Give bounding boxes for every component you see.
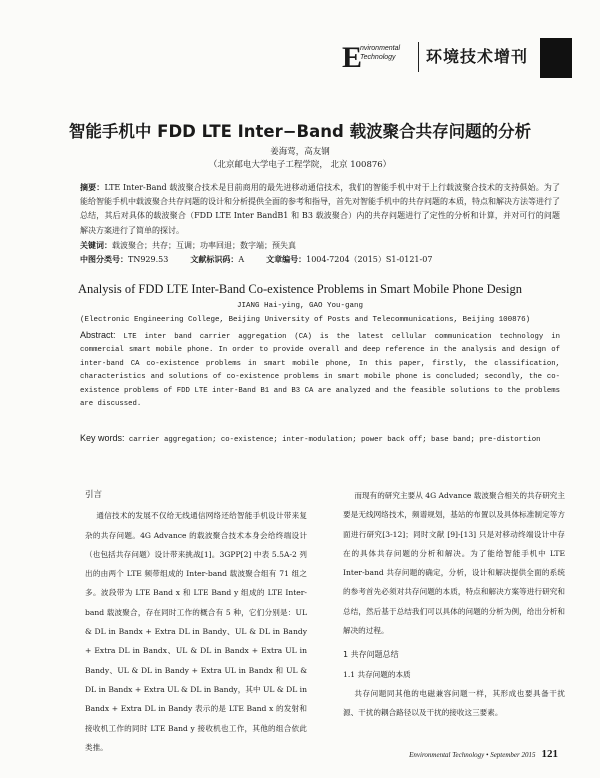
keywords-en (80, 432, 560, 447)
keywords-cn (80, 239, 560, 253)
section-heading-1: 1 共存问题总结 (343, 650, 399, 660)
page-footer (409, 748, 558, 760)
keywords-cn-label: 关键词： (80, 241, 112, 250)
classification-cn (80, 253, 560, 267)
doc-code-label: 文献标识码： (190, 255, 239, 264)
paper-title-en: Analysis of FDD LTE Inter-Band Co-existence Problems in Smart Mobile Phone Design (77, 282, 523, 296)
clc-value: TN929.53 (128, 255, 169, 264)
keywords-cn-text: 载波聚合；共存；互调；功率回退；数字端；预失真 (112, 241, 296, 250)
article-no-value: 1004-7204（2015）S1-0121-07 (306, 255, 433, 264)
journal-logo-text (360, 44, 400, 62)
logo-line-2: Technology (360, 54, 396, 61)
journal-name-cn: 环境技术增刊 (426, 47, 529, 66)
subsection-heading-1-1: 1.1 共存问题的本质 (343, 669, 411, 679)
abstract-en-text: LTE inter band carrier aggregation (CA) is the latest cellular communication technology in commercial smart mobile phone. In order to provide overall and deep reference in the analysis and design of inter-band CA co-existence problems in smart mobile phone, In this paper, firstly, the classification, characteristics and solutions of co-existence problems in smart mobile phone is concluded; secondly, the co-existence problems of FDD LTE inter-Band B1 and B3 CA are analyzed and the feasible solutions to the problems are discussed. (80, 333, 560, 409)
abstract-en (80, 329, 560, 411)
journal-masthead (340, 38, 572, 82)
right-paragraph-2: 共存问题同其他的电磁兼容问题一样，其形成也要具备干扰源、干扰的耦合路径以及干扰的接收这三要素。 (343, 688, 565, 718)
masthead-divider (418, 42, 419, 72)
journal-logo-letter: E (342, 41, 363, 74)
abstract-cn-text: LTE Inter-Band 载波聚合技术是目前商用的最先进移动通信技术，我们的智能手机中对于上行载波聚合技术的支持俱始。为了能给智能手机中载波聚合共存问题的设计和分析提供全面的参考和指导，首先对智能手机中的共存问题的本质，特点和解决方法等进行了总结，其后对具体的载波聚合（FDD LTE Inter BandB1 和 B3 载波聚合）内的共存问题进行了定性的分析和计算，并对可行的问题解决方案进行了简单的探讨。 (80, 183, 560, 235)
abstract-cn (80, 181, 560, 238)
masthead-black-block (540, 38, 572, 78)
article-no-label: 文章编号： (266, 255, 307, 264)
intro-paragraph: 通信技术的发展不仅给无线通信网络还给智能手机设计带来复杂的共存问题。4G Advance 的载波聚合技术本身会给终端设计（也包括共存问题）设计带来挑战[1]。3GPP[2] 中表 5.5A-2 列出的由两个 LTE 频带组成的 Inter-band 载波聚合组有 71 组之多。波段带为 LTE Band x 和 LTE Band y 组成的 LTE Inter-band 载波聚合，存在同时工作的概合有 5 种，它们分别是：UL & DL in Bandx + Extra DL in Bandy、UL & DL in Bandy + Extra DL in Bandx、UL & DL in Bandx + Extra UL in Bandy、UL & DL in Bandy + Extra UL in Bandx 和 UL & DL in Bandx + Extra UL & DL in Bandy，其中 UL & DL in Bandx + Extra DL in Bandy 表示的是 LTE Band x 的发射和接收机工作的同时 LTE Band y 接收机也工作，其他的组合依此类推。 (85, 511, 307, 752)
abstract-cn-label: 摘要： (80, 183, 105, 192)
paper-title-cn: 智能手机中 FDD LTE Inter−Band 载波聚合共存问题的分析 (68, 122, 532, 141)
footer-journal: Environmental Technology • September 2015 (409, 751, 536, 759)
body-right-column (343, 486, 565, 723)
right-paragraph-1: 而现有的研究主要从 4G Advance 载波聚合相关的共存研究主要是无线网络技术，频谱规划，基站的布置以及具体标准制定等方面进行研究[3-12]；同时文献 [9]-[13] 只是对移动终端设计中存在的具体共存问题的分析和解决。为了能给智能手机中 LTE Inter-band 共存问题的确定，分析，设计和解决提供全面的系统的参考首先必须对共存问题的本质，特点和解决方案等进行研究和总结，然后基于总结我们可以具体的问题的分析为例，给出分析和解决的过程。 (343, 491, 565, 636)
abstract-en-label: Abstract: (80, 330, 116, 340)
doc-code-value: A (238, 255, 245, 264)
section-heading-intro: 引言 (85, 490, 103, 500)
body-left-column (85, 486, 307, 757)
logo-line-1: nvironmental (360, 45, 401, 52)
keywords-en-text: carrier aggregation; co-existence; inter-modulation; power back off; base band; pre-distortion (128, 436, 541, 444)
authors-en: JIANG Hai-ying, GAO You-gang (236, 302, 364, 310)
affiliation-en: (Electronic Engineering College, Beijing University of Posts and Telecommunications, Beijing 100876) (80, 316, 531, 324)
affiliation-cn: （北京邮电大学电子工程学院， 北京 100876） (208, 160, 392, 170)
keywords-en-label: Key words: (80, 433, 125, 443)
clc-label: 中图分类号： (80, 255, 128, 264)
authors-cn: 姜海莺，高友钢 (270, 147, 330, 157)
page-number: 121 (541, 748, 558, 760)
